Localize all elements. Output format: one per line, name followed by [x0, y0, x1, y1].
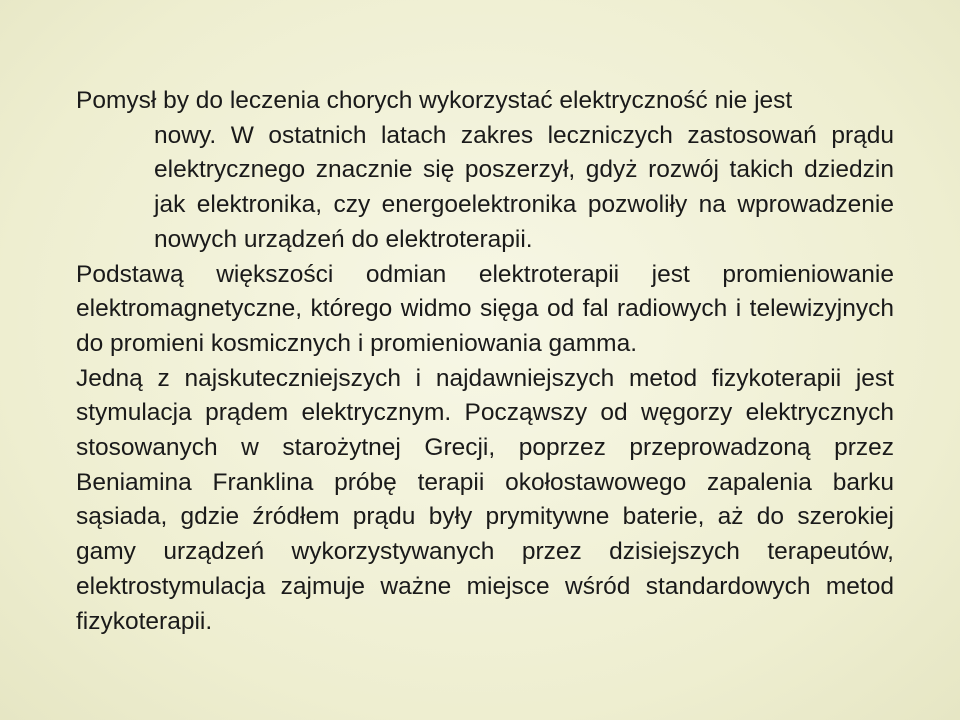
slide-body-text: [76, 84, 894, 639]
paragraph-3: Jedną z najskuteczniejszych i najdawniejszych metod fizykoterapii jest stymulacja prądem elektrycznym. Począwszy od węgorzy elektrycznych stosowanych w starożytnej Grecji, poprzez przeprowadzoną przez Beniamina Franklina próbę terapii okołostawowego zapalenia barku sąsiada, gdzie źródłem prądu były prymitywne baterie, aż do szerokiej gamy urządzeń wykorzystywanych przez dzisiejszych terapeutów, elektrostymulacja zajmuje ważne miejsce wśród standardowych metod fizykoterapii.: [76, 364, 894, 635]
paragraph-2: Podstawą większości odmian elektroterapii jest promieniowanie elektromagnetyczne, którego widmo sięga od fal radiowych i telewizyjnych do promieni kosmicznych i promieniowania gamma.: [76, 260, 894, 357]
paragraph-1-first-line: Pomysł by do leczenia chorych wykorzystać elektryczność nie jest: [76, 87, 793, 114]
paragraph-1-continuation: nowy. W ostatnich latach zakres leczniczych zastosowań prądu elektrycznego znacznie się poszerzył, gdyż rozwój takich dziedzin jak elektronika, czy energoelektronika pozwoliły na wprowadzenie nowych urządzeń do elektroterapii.: [154, 121, 894, 253]
